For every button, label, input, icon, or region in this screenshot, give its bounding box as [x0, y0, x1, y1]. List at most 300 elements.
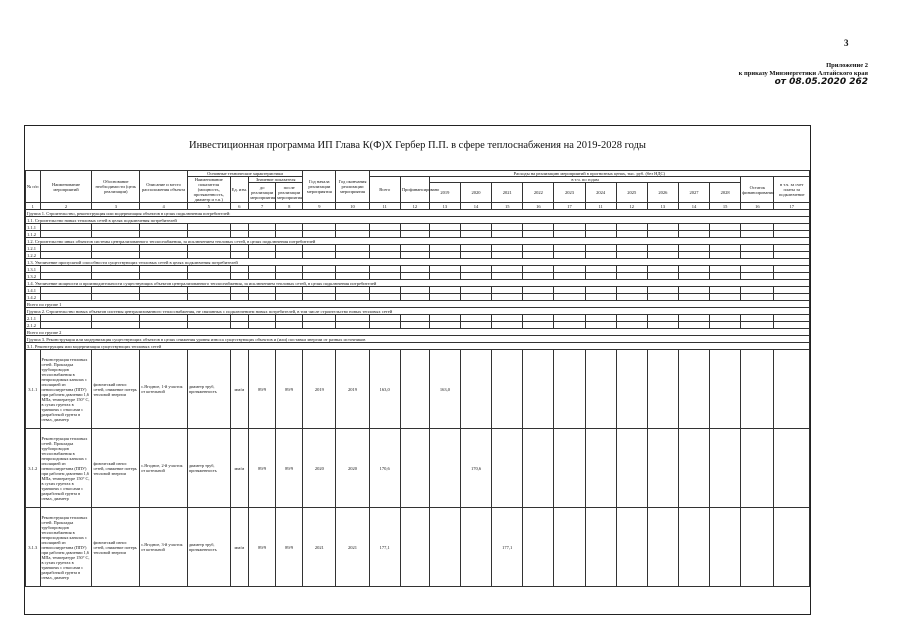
- table-cell: [429, 322, 460, 329]
- table-cell: [187, 322, 230, 329]
- measure-param: диаметр труб, протяженность: [187, 429, 230, 508]
- table-cell: [429, 245, 460, 252]
- column-number: 13: [429, 203, 460, 210]
- table-cell: [741, 245, 774, 252]
- table-cell: [230, 294, 249, 301]
- table-cell: [774, 287, 810, 294]
- table-cell: [276, 315, 303, 322]
- table-cell: [647, 294, 678, 301]
- measure-unit: мм/м: [230, 429, 249, 508]
- measure-reason: физический износ сетей, снижение потерь тепловой энергии: [92, 508, 140, 587]
- table-cell: [741, 231, 774, 238]
- table-cell: [554, 245, 585, 252]
- table-cell: [336, 287, 369, 294]
- total-cost: 177,1: [369, 508, 400, 587]
- year-start: 2021: [303, 508, 336, 587]
- table-cell: [741, 273, 774, 280]
- value-after: 89/9: [276, 429, 303, 508]
- value-after: 89/9: [276, 508, 303, 587]
- header-incl: в т.ч. по годам: [429, 177, 740, 183]
- table-cell: [585, 294, 616, 301]
- table-cell: [774, 350, 810, 429]
- year-cost: [647, 429, 678, 508]
- table-cell: [249, 287, 276, 294]
- year-cost: [492, 429, 523, 508]
- year-cost: [554, 350, 585, 429]
- table-cell: [303, 266, 336, 273]
- table-cell: [616, 245, 647, 252]
- table-cell: [774, 266, 810, 273]
- table-cell: [774, 231, 810, 238]
- column-number: 8: [276, 203, 303, 210]
- table-cell: [492, 231, 523, 238]
- table-cell: [774, 252, 810, 259]
- year-end: 2020: [336, 429, 369, 508]
- table-cell: [710, 322, 741, 329]
- table-cell: [369, 245, 400, 252]
- table-cell: [616, 231, 647, 238]
- table-cell: [276, 224, 303, 231]
- table-cell: [554, 224, 585, 231]
- header-year-2020: 2020: [460, 183, 491, 203]
- table-cell: [400, 315, 429, 322]
- table-cell: [140, 231, 188, 238]
- table-cell: [249, 224, 276, 231]
- header-unit: Ед. изм.: [230, 177, 249, 203]
- group-heading: 1.1. Строительство новых тепловых сетей в целях подключения потребителей: [26, 217, 810, 224]
- table-cell: [230, 245, 249, 252]
- table-cell: [678, 287, 709, 294]
- header-name: Наименование мероприятий: [40, 171, 92, 203]
- measure-place: с.Ягодное, 1-й участок от котельной: [140, 350, 188, 429]
- table-cell: [741, 350, 774, 429]
- table-cell: [187, 315, 230, 322]
- table-cell: [303, 245, 336, 252]
- table-cell: [585, 252, 616, 259]
- table-cell: [369, 231, 400, 238]
- table-cell: [678, 245, 709, 252]
- row-number: 1.2.1: [26, 245, 41, 252]
- table-cell: [647, 252, 678, 259]
- row-number: 1.3.2: [26, 273, 41, 280]
- table-cell: [400, 322, 429, 329]
- table-cell: [140, 224, 188, 231]
- group-heading: Всего по группе 1: [26, 301, 810, 308]
- table-cell: [140, 245, 188, 252]
- year-cost: [554, 429, 585, 508]
- measure-param: диаметр труб, протяженность: [187, 350, 230, 429]
- table-cell: [741, 429, 774, 508]
- total-cost: 170,6: [369, 429, 400, 508]
- table-cell: [585, 266, 616, 273]
- column-number: 14: [460, 203, 491, 210]
- value-before: 89/9: [249, 429, 276, 508]
- table-cell: [249, 273, 276, 280]
- measure-unit: мм/м: [230, 508, 249, 587]
- table-cell: [585, 245, 616, 252]
- table-cell: [276, 273, 303, 280]
- table-cell: [230, 322, 249, 329]
- row-number: 3.1.2: [26, 429, 41, 508]
- table-cell: [523, 322, 554, 329]
- year-cost: 177,1: [492, 508, 523, 587]
- table-cell: [230, 231, 249, 238]
- header-year-2025: 2025: [616, 183, 647, 203]
- header-year-end: Год окончания реализации мероприятия: [336, 171, 369, 203]
- table-cell: [276, 322, 303, 329]
- measure-name: Реконструкция тепловых сетей. Прокладка трубопроводов теплоснабжения в непроходимых каналах с изоляцией из пенополиуретана (ППУ) при рабочем давлении 1,6 МПа, температуре 150° С, в сухих грунтах в траншеях с откосами с разработкой грунта в отвал, диаметр: [40, 508, 92, 587]
- group-heading-row: [26, 329, 810, 336]
- appendix-order-line: к приказу Минэнергетики Алтайского края: [738, 70, 868, 77]
- table-cell: [523, 231, 554, 238]
- table-cell: [40, 224, 92, 231]
- table-cell: [276, 294, 303, 301]
- table-cell: [492, 315, 523, 322]
- measure-unit: мм/м: [230, 350, 249, 429]
- appendix-block: [668, 62, 868, 86]
- column-number: 13: [647, 203, 678, 210]
- table-cell: [336, 245, 369, 252]
- table-row: [26, 429, 810, 508]
- table-cell: [492, 266, 523, 273]
- column-number: 7: [249, 203, 276, 210]
- table-cell: [710, 273, 741, 280]
- column-number: 12: [400, 203, 429, 210]
- header-year-2022: 2022: [523, 183, 554, 203]
- table-row: [26, 287, 810, 294]
- measure-reason: физический износ сетей, снижение потерь тепловой энергии: [92, 429, 140, 508]
- table-cell: [92, 322, 140, 329]
- row-number: 3.1.1: [26, 350, 41, 429]
- value-after: 89/9: [276, 350, 303, 429]
- table-cell: [647, 322, 678, 329]
- year-cost: [554, 508, 585, 587]
- table-cell: [303, 273, 336, 280]
- row-number: 1.4.2: [26, 294, 41, 301]
- year-cost: [585, 429, 616, 508]
- table-cell: [492, 322, 523, 329]
- table-cell: [303, 294, 336, 301]
- group-heading-row: [26, 259, 810, 266]
- table-cell: [523, 294, 554, 301]
- table-cell: [429, 273, 460, 280]
- header-year-2019: 2019: [429, 183, 460, 203]
- table-cell: [336, 252, 369, 259]
- group-heading-row: [26, 301, 810, 308]
- measure-name: Реконструкция тепловых сетей. Прокладка трубопроводов теплоснабжения в непроходимых каналах с изоляцией из пенополиуретана (ППУ) при рабочем давлении 1,6 МПа, температуре 150° С, в сухих грунтах в траншеях с откосами с разработкой грунта в отвал, диаметр: [40, 429, 92, 508]
- year-end: 2021: [336, 508, 369, 587]
- table-cell: [710, 266, 741, 273]
- table-cell: [678, 273, 709, 280]
- year-cost: [460, 350, 491, 429]
- page-number: 3: [844, 38, 849, 48]
- table-cell: [678, 322, 709, 329]
- table-cell: [369, 322, 400, 329]
- table-cell: [400, 245, 429, 252]
- table-cell: [187, 252, 230, 259]
- table-row: [26, 245, 810, 252]
- table-cell: [230, 287, 249, 294]
- table-cell: [774, 508, 810, 587]
- table-cell: [400, 266, 429, 273]
- table-cell: [336, 266, 369, 273]
- table-cell: [92, 245, 140, 252]
- row-number: 1.1.2: [26, 231, 41, 238]
- header-year-2026: 2026: [647, 183, 678, 203]
- header-total: Всего: [369, 177, 400, 203]
- table-cell: [230, 266, 249, 273]
- table-cell: [585, 315, 616, 322]
- table-cell: [678, 266, 709, 273]
- year-cost: [678, 429, 709, 508]
- row-number: 1.2.2: [26, 252, 41, 259]
- column-number: 17: [774, 203, 810, 210]
- column-number: 16: [741, 203, 774, 210]
- table-cell: [336, 224, 369, 231]
- table-cell: [678, 231, 709, 238]
- group-heading-row: [26, 217, 810, 224]
- prefinanced: [400, 350, 429, 429]
- table-cell: [554, 266, 585, 273]
- table-row: [26, 294, 810, 301]
- table-cell: [40, 294, 92, 301]
- table-cell: [40, 287, 92, 294]
- table-cell: [303, 315, 336, 322]
- table-cell: [616, 266, 647, 273]
- table-cell: [554, 252, 585, 259]
- year-cost: 163,0: [429, 350, 460, 429]
- table-cell: [429, 266, 460, 273]
- table-cell: [492, 245, 523, 252]
- group-heading-row: [26, 238, 810, 245]
- header-after: после реализации мероприятия: [276, 183, 303, 203]
- year-cost: [710, 508, 741, 587]
- table-cell: [647, 266, 678, 273]
- year-cost: 170,6: [460, 429, 491, 508]
- table-cell: [710, 224, 741, 231]
- table-cell: [303, 224, 336, 231]
- column-number: 3: [92, 203, 140, 210]
- table-cell: [187, 287, 230, 294]
- table-row: [26, 508, 810, 587]
- header-year-start: Год начала реализации мероприятия: [303, 171, 336, 203]
- table-cell: [429, 252, 460, 259]
- measure-place: с.Ягодное, 2-й участок от котельной: [140, 429, 188, 508]
- prefinanced: [400, 508, 429, 587]
- table-cell: [460, 245, 491, 252]
- table-cell: [303, 287, 336, 294]
- table-cell: [774, 322, 810, 329]
- table-cell: [429, 287, 460, 294]
- table-cell: [460, 315, 491, 322]
- table-cell: [523, 224, 554, 231]
- table-cell: [249, 231, 276, 238]
- header-source: Остаток финансирования: [741, 177, 774, 203]
- table-cell: [429, 231, 460, 238]
- column-number: 16: [523, 203, 554, 210]
- table-cell: [741, 266, 774, 273]
- table-cell: [249, 294, 276, 301]
- column-number: 1: [26, 203, 41, 210]
- header-value: Значение показателя: [249, 177, 303, 183]
- column-number: 2: [40, 203, 92, 210]
- column-number: 6: [230, 203, 249, 210]
- table-cell: [523, 287, 554, 294]
- table-cell: [460, 266, 491, 273]
- row-number: 1.1.1: [26, 224, 41, 231]
- header-year-2021: 2021: [492, 183, 523, 203]
- header-before: до реализации мероприятия: [249, 183, 276, 203]
- table-cell: [187, 266, 230, 273]
- table-cell: [187, 294, 230, 301]
- row-number: 3.1.3: [26, 508, 41, 587]
- table-cell: [741, 294, 774, 301]
- table-cell: [336, 294, 369, 301]
- year-cost: [647, 508, 678, 587]
- table-cell: [187, 224, 230, 231]
- table-cell: [40, 266, 92, 273]
- table-cell: [554, 273, 585, 280]
- header-year-2027: 2027: [678, 183, 709, 203]
- table-cell: [249, 245, 276, 252]
- table-cell: [616, 315, 647, 322]
- header-year-2024: 2024: [585, 183, 616, 203]
- table-cell: [710, 294, 741, 301]
- table-cell: [369, 315, 400, 322]
- table-cell: [400, 252, 429, 259]
- table-cell: [585, 224, 616, 231]
- table-cell: [369, 287, 400, 294]
- table-cell: [554, 231, 585, 238]
- table-cell: [140, 273, 188, 280]
- table-cell: [585, 322, 616, 329]
- table-cell: [276, 252, 303, 259]
- table-cell: [647, 245, 678, 252]
- column-number: 17: [554, 203, 585, 210]
- table-cell: [492, 224, 523, 231]
- year-cost: [585, 350, 616, 429]
- column-number: 11: [585, 203, 616, 210]
- table-cell: [616, 294, 647, 301]
- group-heading: Всего по группе 2: [26, 329, 810, 336]
- table-cell: [616, 273, 647, 280]
- table-cell: [92, 315, 140, 322]
- table-cell: [429, 315, 460, 322]
- year-cost: [429, 508, 460, 587]
- year-cost: [616, 350, 647, 429]
- table-cell: [40, 315, 92, 322]
- year-cost: [710, 350, 741, 429]
- column-number-row: [26, 203, 810, 210]
- table-cell: [92, 287, 140, 294]
- table-cell: [140, 266, 188, 273]
- table-cell: [647, 273, 678, 280]
- table-cell: [92, 231, 140, 238]
- year-end: 2019: [336, 350, 369, 429]
- year-cost: [710, 429, 741, 508]
- row-number: 2.1.2: [26, 322, 41, 329]
- year-start: 2020: [303, 429, 336, 508]
- table-cell: [616, 322, 647, 329]
- measure-name: Реконструкция тепловых сетей. Прокладка трубопроводов теплоснабжения в непроходимых каналах с изоляцией из пенополиуретана (ППУ) при рабочем давлении 1,6 МПа, температуре 150° С, в сухих грунтах в траншеях с откосами с разработкой грунта в отвал, диаметр: [40, 350, 92, 429]
- table-cell: [678, 224, 709, 231]
- table-cell: [429, 224, 460, 231]
- table-cell: [523, 266, 554, 273]
- table-row: [26, 224, 810, 231]
- row-number: 1.4.1: [26, 287, 41, 294]
- table-cell: [92, 294, 140, 301]
- table-cell: [774, 273, 810, 280]
- table-cell: [400, 273, 429, 280]
- table-cell: [460, 273, 491, 280]
- header-num: № п/п: [26, 171, 41, 203]
- table-cell: [616, 287, 647, 294]
- table-cell: [678, 294, 709, 301]
- table-cell: [741, 322, 774, 329]
- table-cell: [230, 224, 249, 231]
- table-cell: [400, 287, 429, 294]
- table-cell: [140, 294, 188, 301]
- table-cell: [276, 245, 303, 252]
- year-cost: [585, 508, 616, 587]
- table-cell: [492, 287, 523, 294]
- table-cell: [140, 287, 188, 294]
- table-cell: [523, 273, 554, 280]
- table-cell: [710, 315, 741, 322]
- investment-table: [25, 170, 810, 587]
- table-cell: [460, 294, 491, 301]
- year-cost: [616, 508, 647, 587]
- table-cell: [585, 273, 616, 280]
- table-cell: [187, 231, 230, 238]
- table-cell: [303, 322, 336, 329]
- value-before: 89/9: [249, 350, 276, 429]
- group-heading-row: [26, 343, 810, 350]
- table-cell: [647, 231, 678, 238]
- column-number: 15: [710, 203, 741, 210]
- column-number: 5: [187, 203, 230, 210]
- table-cell: [741, 287, 774, 294]
- table-cell: [230, 252, 249, 259]
- table-cell: [40, 245, 92, 252]
- column-number: 15: [492, 203, 523, 210]
- table-cell: [741, 508, 774, 587]
- table-cell: [710, 245, 741, 252]
- group-heading-row: [26, 210, 810, 217]
- table-cell: [187, 273, 230, 280]
- table-cell: [523, 252, 554, 259]
- group-heading-row: [26, 308, 810, 315]
- table-cell: [230, 315, 249, 322]
- table-cell: [230, 273, 249, 280]
- measure-param: диаметр труб, протяженность: [187, 508, 230, 587]
- table-cell: [460, 231, 491, 238]
- table-cell: [40, 252, 92, 259]
- group-heading: 3.1. Реконструкция или модернизация существующих тепловых сетей: [26, 343, 810, 350]
- table-cell: [523, 245, 554, 252]
- table-cell: [276, 231, 303, 238]
- table-cell: [647, 224, 678, 231]
- year-cost: [429, 429, 460, 508]
- table-cell: [774, 224, 810, 231]
- column-number: 14: [678, 203, 709, 210]
- document-frame: [24, 125, 811, 615]
- table-row: [26, 231, 810, 238]
- group-heading: Группа 3. Реконструкция или модернизация существующих объектов в целях снижения уровня износа существующих объектов и (или) поставки энергии от разных источников: [26, 336, 810, 343]
- table-cell: [710, 287, 741, 294]
- table-cell: [585, 231, 616, 238]
- table-cell: [460, 287, 491, 294]
